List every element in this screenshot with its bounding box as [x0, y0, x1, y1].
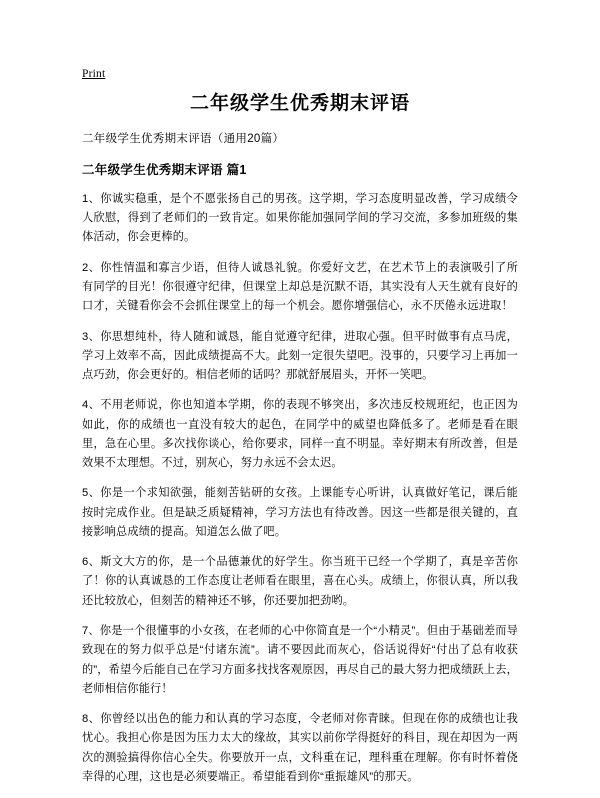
print-link[interactable]: Print [82, 68, 106, 80]
document-subtitle: 二年级学生优秀期末评语（通用20篇） [82, 132, 285, 145]
paragraph: 4、不用老师说，你也知道本学期，你的表现不够突出，多次违反校规班纪，也正因为如此，你的成绩也一直没有较大的起色，在同学中的威望也降低多了。老师是看在眼里，急在心里。多次找你谈心，给你要求，同样一直不明显。幸好期末有所改善，但是效果不太理想。不过，别灰心，努力永远不会太迟。 [82, 399, 518, 470]
paragraph: 6、斯文大方的你，是一个品德兼优的好学生。你当班干已经一个学期了，真是辛苦你了！你的认真诚恳的工作态度让老师看在眼里，喜在心头。成绩上，你很认真，所以我还比较放心，但刻苦的精神还不够，你还要加把劲哟。 [82, 556, 518, 607]
paragraph: 1、你诚实稳重，是个不愿张扬自己的男孩。这学期，学习态度明显改善，学习成绩令人欣慰，得到了老师们的一致肯定。如果你能加强同学间的学习交流，多参加班级的集体活动，你会更棒的。 [82, 192, 518, 244]
paragraph: 8、你曾经以出色的能力和认真的学习态度，令老师对你青睐。但现在你的成绩也让我忧心。我担心你是因为压力太大的缘故，其实以前你学得挺好的科目，现在却因为一两次的测验搞得你信心全失。你要放开一点，文科重在记，理科重在理解。你有时怀着侥幸得的心理，这也是必须要端正。希望能看到你“重振雄风”的那天。 [82, 713, 518, 783]
paragraph: 7、你是一个很懂事的小女孩，在老师的心中你简直是一个“小精灵”。但由于基础差而导致现在的努力似乎总是“付诸东流”。请不要因此而灰心，俗话说得好“付出了总有收获的”，希望今后能自己在学习方面多找找客观原因，再尽自己的最大努力把成绩跃上去，老师相信你能行！ [82, 624, 518, 695]
paragraph: 5、你是一个求知欲强，能刻苦钻研的女孩。上课能专心听讲，认真做好笔记，课后能按时完成作业。但是缺乏质疑精神，学习方法也有待改善。因这一些都是很关键的，直接影响总成绩的提高。知道怎么做了吧。 [82, 487, 518, 538]
paragraph: 3、你思想纯朴，待人随和诚恳，能自觉遵守纪律，进取心强。但平时做事有点马虎，学习上效率不高，因此成绩提高不大。此刻一定很失望吧。没事的，只要学习上再加一点巧劲，你会更好的。相信老师的话吗？那就舒展眉头，开怀一笑吧。 [82, 330, 518, 382]
document-content [82, 92, 518, 798]
section-heading: 二年级学生优秀期末评语 篇1 [82, 162, 247, 177]
paragraph: 2、你性情温和寡言少语，但待人诚恳礼貌。你爱好文艺，在艺术节上的表演吸引了所有同学的目光！你很遵守纪律，但课堂上却总是沉默不语，其实没有人天生就有良好的口才，关键看你会不会抓住课堂上的每一个机会。愿你增强信心，永不厌倦永远进取！ [82, 261, 518, 313]
page-title: 二年级学生优秀期末评语 [189, 93, 410, 114]
